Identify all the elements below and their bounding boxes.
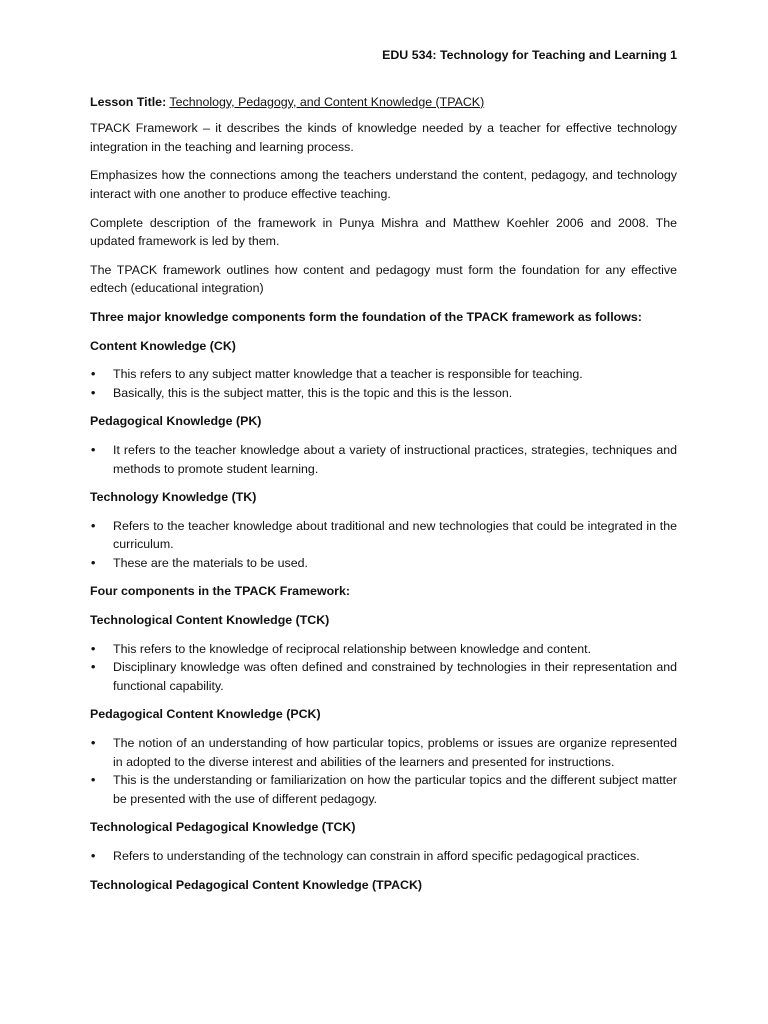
list-item xyxy=(90,441,677,478)
list-item-text: This refers to any subject matter knowledge that a teacher is responsible for teaching. xyxy=(113,367,583,382)
ck-list xyxy=(90,365,677,402)
bullet-icon: • xyxy=(91,773,96,788)
list-item xyxy=(90,554,677,573)
paragraph-tpack-definition: TPACK Framework – it describes the kinds of knowledge needed by a teacher for effective technology integration in the teaching and learning process. xyxy=(90,121,677,154)
list-item xyxy=(90,734,677,771)
pk-heading: Pedagogical Knowledge (PK) xyxy=(90,414,262,429)
list-item-text: Refers to understanding of the technology can constrain in afford specific pedagogical practices. xyxy=(113,849,640,863)
list-item xyxy=(90,517,677,554)
list-item xyxy=(90,640,677,659)
bullet-icon: • xyxy=(91,555,96,570)
list-item-text: It refers to the teacher knowledge about a variety of instructional practices, strategies, techniques and methods to promote student learning. xyxy=(113,442,677,476)
lesson-title-label: Lesson Title: xyxy=(90,94,167,109)
list-item xyxy=(90,658,677,695)
lesson-title-line xyxy=(90,93,677,112)
list-item xyxy=(90,384,677,403)
list-item-text: This refers to the knowledge of reciprocal relationship between knowledge and content. xyxy=(113,641,592,656)
tck-heading: Technological Content Knowledge (TCK) xyxy=(90,613,330,628)
bullet-icon: • xyxy=(91,385,96,400)
paragraph-emphasizes: Emphasizes how the connections among the teachers understand the content, pedagogy, and technology interact with one another to produce effective teaching. xyxy=(90,168,677,201)
bullet-icon: • xyxy=(91,660,96,675)
four-components-heading: Four components in the TPACK Framework: xyxy=(90,584,350,599)
pk-list xyxy=(90,441,677,478)
bullet-icon: • xyxy=(91,518,96,533)
tpack-heading: Technological Pedagogical Content Knowledge (TPACK) xyxy=(90,877,423,892)
pck-list xyxy=(90,734,677,808)
list-item-text: The notion of an understanding of how particular topics, problems or issues are organize represented in adopted to the diverse interest and abilities of the learners and presented for instructions. xyxy=(113,736,677,769)
lesson-title: Technology, Pedagogy, and Content Knowledge (TPACK) xyxy=(169,94,485,109)
list-item xyxy=(90,847,677,866)
bullet-icon: • xyxy=(91,442,96,457)
list-item xyxy=(90,771,677,808)
list-item xyxy=(90,365,677,384)
list-item-text: This is the understanding or familiarization on how the particular topics and the different subject matter be presented with the use of different pedagogy. xyxy=(113,773,677,806)
list-item-text: These are the materials to be used. xyxy=(113,555,308,570)
three-components-heading: Three major knowledge components form the foundation of the TPACK framework as follows: xyxy=(90,309,642,324)
list-item-text: Refers to the teacher knowledge about traditional and new technologies that could be integrated in the curriculum. xyxy=(113,518,677,552)
bullet-icon: • xyxy=(91,736,96,751)
bullet-icon: • xyxy=(91,367,96,382)
tpk-heading: Technological Pedagogical Knowledge (TCK) xyxy=(90,820,356,835)
tpk-list xyxy=(90,847,677,866)
ck-heading: Content Knowledge (CK) xyxy=(90,338,236,353)
bullet-icon: • xyxy=(91,849,96,863)
tk-list xyxy=(90,517,677,573)
list-item-text: Basically, this is the subject matter, this is the topic and this is the lesson. xyxy=(113,385,513,400)
list-item-text: Disciplinary knowledge was often defined and constrained by technologies in their representation and functional capability. xyxy=(113,660,677,693)
page-header: EDU 534: Technology for Teaching and Learning 1 xyxy=(382,48,677,62)
tk-heading: Technology Knowledge (TK) xyxy=(90,490,257,505)
pck-heading: Pedagogical Content Knowledge (PCK) xyxy=(90,707,321,722)
bullet-icon: • xyxy=(91,641,96,656)
paragraph-outline: The TPACK framework outlines how content and pedagogy must form the foundation for any effective edtech (educational integration) xyxy=(90,262,677,296)
tck-list xyxy=(90,640,677,696)
paragraph-description: Complete description of the framework in Punya Mishra and Matthew Koehler 2006 and 2008. The updated framework is led by them. xyxy=(90,215,677,249)
